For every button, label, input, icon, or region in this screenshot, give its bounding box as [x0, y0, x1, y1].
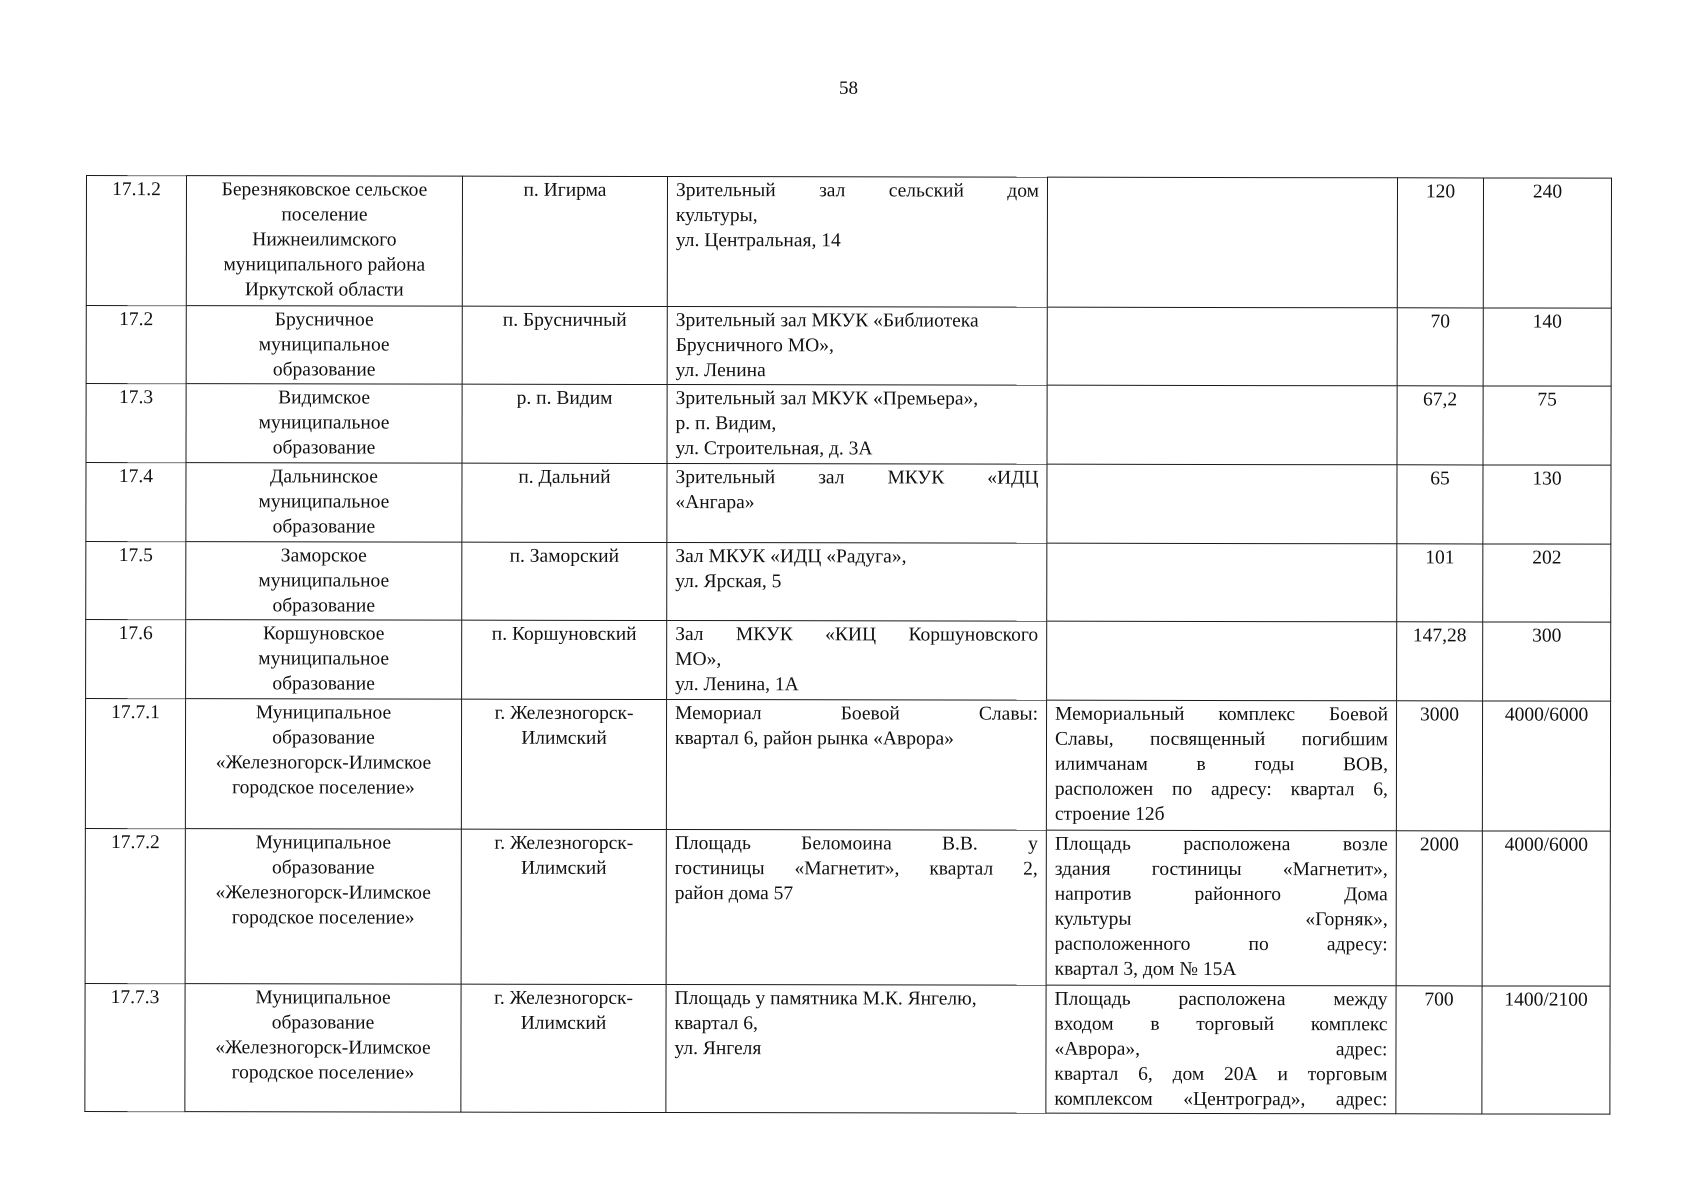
description-cell	[1046, 700, 1396, 831]
municipality-line: городское поселение»	[231, 907, 415, 929]
area-cell: 65	[1397, 465, 1483, 544]
venue-line: ул. Строительная, д. 3А	[675, 438, 873, 460]
capacity-cell: 300	[1483, 622, 1611, 701]
municipality-line: Иркутской области	[244, 279, 404, 301]
municipality-line: муниципальное	[258, 570, 390, 592]
municipality-line: муниципальное	[258, 412, 390, 434]
venue-line: культуры,	[675, 205, 758, 227]
capacity-cell: 1400/2100	[1482, 986, 1610, 1114]
venue-cell	[667, 621, 1047, 701]
venue-cell	[666, 985, 1046, 1114]
locality-line: р. п. Видим	[516, 387, 613, 409]
venue-line: ул. Ленина	[675, 360, 766, 382]
municipality-line: Коршуновское	[262, 623, 385, 645]
venue-line: Зрительный зал МКУК «Премьера»,	[675, 388, 979, 410]
municipality-line: Муниципальное	[255, 832, 392, 854]
table-row	[86, 463, 1611, 545]
description-line: входом в торговый комплекс	[1054, 1013, 1388, 1036]
locality-line: п. Заморский	[509, 545, 620, 567]
municipality-line: «Железногорск-Илимское	[215, 752, 432, 774]
description-line: илимчанам в годы ВОВ,	[1054, 753, 1388, 776]
capacity-cell: 240	[1483, 178, 1611, 308]
municipality-line: Березняковское сельское	[221, 179, 428, 201]
venue-line: Зал МКУК «КИЦ Коршуновского	[675, 624, 1039, 646]
municipality-line: образование	[272, 673, 375, 695]
document-sheet	[84, 175, 1611, 1115]
area-cell: 3000	[1396, 701, 1482, 831]
municipality-cell	[185, 829, 461, 984]
capacity-cell: 4000/6000	[1482, 701, 1610, 831]
venue-line: ул. Ярская, 5	[675, 571, 782, 593]
venue-line: район дома 57	[674, 883, 794, 905]
description-cell	[1046, 985, 1396, 1114]
row-number-cell: 17.2	[86, 306, 186, 384]
description-line: квартал 6, дом 20А и торговым	[1054, 1063, 1388, 1086]
municipality-line: Муниципальное	[255, 987, 391, 1009]
venue-line: МО»,	[675, 649, 722, 671]
locality-cell	[462, 306, 667, 384]
venue-cell	[667, 464, 1047, 544]
municipality-line: муниципального района	[223, 254, 426, 276]
locality-line: г. Железногорск-	[494, 702, 634, 724]
municipality-line: муниципальное	[258, 648, 390, 670]
municipality-cell	[186, 176, 462, 306]
area-cell: 2000	[1396, 831, 1482, 986]
area-cell: 70	[1397, 308, 1483, 386]
municipality-cell	[185, 984, 461, 1112]
area-cell: 147,28	[1397, 622, 1483, 701]
description-cell	[1047, 385, 1397, 465]
row-number-cell: 17.5	[86, 542, 186, 620]
locality-cell	[461, 699, 666, 829]
table-row	[86, 542, 1611, 623]
row-number-cell: 17.6	[86, 620, 186, 699]
capacity-cell: 130	[1483, 465, 1611, 544]
venue-cell	[666, 700, 1046, 831]
locality-cell	[461, 829, 666, 984]
locality-line: г. Железногорск-	[494, 987, 634, 1009]
municipality-cell	[186, 463, 462, 542]
municipality-line: Муниципальное	[255, 702, 392, 724]
description-line: Мемориальный комплекс Боевой	[1055, 703, 1389, 726]
description-line: Площадь расположена между	[1054, 988, 1388, 1011]
municipality-line: городское поселение»	[232, 777, 415, 799]
venue-line: квартал 6, район рынка «Аврора»	[674, 728, 954, 750]
capacity-cell: 202	[1483, 544, 1611, 622]
municipality-line: муниципальное	[258, 334, 390, 356]
locality-cell	[461, 984, 666, 1112]
venue-cell	[666, 830, 1046, 986]
locality-line: п. Брусничный	[502, 309, 627, 331]
municipality-line: «Железногорск-Илимское	[215, 882, 431, 904]
row-number-cell: 17.1.2	[86, 176, 186, 306]
locality-line: п. Дальний	[518, 466, 611, 488]
locality-line: Илимский	[520, 857, 607, 879]
description-cell	[1047, 543, 1397, 622]
table-row	[85, 828, 1610, 986]
description-cell	[1047, 464, 1397, 544]
row-number-cell: 17.7.2	[85, 828, 185, 983]
venue-line: ул. Ленина, 1А	[675, 674, 799, 696]
table-row	[86, 620, 1611, 702]
capacity-cell: 140	[1483, 308, 1611, 386]
area-cell: 700	[1396, 986, 1482, 1114]
municipality-line: Заморское	[280, 545, 367, 567]
description-line: Славы, посвященный погибшим	[1054, 728, 1389, 751]
venue-cell	[667, 177, 1047, 308]
description-line: здания гостиницы «Магнетит»,	[1054, 858, 1388, 881]
municipality-cell	[186, 542, 462, 620]
locality-cell	[462, 463, 667, 542]
description-cell	[1047, 307, 1397, 386]
venue-line: Зрительный зал МКУК «ИДЦ	[675, 467, 1039, 489]
venue-line: «Ангара»	[675, 492, 755, 514]
description-line: культуры «Горняк»,	[1054, 908, 1388, 931]
municipality-cell	[186, 620, 462, 699]
locality-cell	[462, 384, 667, 463]
municipality-line: Нижнеилимского	[252, 229, 397, 251]
table-row	[86, 176, 1611, 309]
locality-cell	[462, 620, 667, 699]
venue-line: гостиницы «Магнетит», квартал 2,	[674, 858, 1038, 880]
locality-line: Илимский	[521, 727, 607, 749]
description-line: расположенного по адресу:	[1054, 933, 1388, 956]
municipality-line: городское поселение»	[231, 1062, 415, 1084]
row-number-cell: 17.3	[86, 384, 186, 463]
locality-cell	[462, 176, 667, 306]
venue-cell	[667, 385, 1047, 465]
municipality-line: муниципальное	[258, 491, 390, 513]
venue-line: Площадь Беломоина В.В. у	[674, 833, 1038, 855]
venue-line: Площадь у памятника М.К. Янгелю,	[674, 988, 977, 1010]
table-row	[86, 384, 1611, 466]
area-cell: 101	[1397, 544, 1483, 622]
area-cell: 120	[1397, 178, 1483, 308]
description-cell	[1046, 830, 1396, 986]
row-number-cell: 17.7.1	[85, 699, 185, 829]
description-line: расположен по адресу: квартал 6,	[1054, 778, 1388, 801]
description-line: «Аврора», адрес:	[1054, 1038, 1388, 1061]
row-number-cell: 17.4	[86, 463, 186, 542]
municipality-line: образование	[271, 1012, 375, 1034]
municipality-cell	[186, 306, 462, 384]
description-line: напротив районного Дома	[1054, 883, 1388, 906]
venue-line: квартал 6,	[674, 1013, 758, 1035]
venue-line: Зрительный зал МКУК «Библиотека	[675, 310, 979, 332]
capacity-cell: 75	[1483, 386, 1611, 465]
venue-line: Зал МКУК «ИДЦ «Радуга»,	[675, 546, 907, 568]
locality-line: Илимский	[520, 1012, 607, 1034]
municipality-line: образование	[272, 727, 375, 749]
locality-line: г. Железногорск-	[494, 832, 634, 854]
municipality-line: образование	[272, 595, 376, 617]
venue-line: ул. Янгеля	[674, 1038, 762, 1060]
locality-line: п. Коршуновский	[491, 623, 637, 645]
municipality-line: Брусничное	[274, 309, 374, 331]
table-row	[85, 699, 1610, 832]
description-line: квартал 3, дом № 15А	[1054, 958, 1237, 981]
venue-line: ул. Центральная, 14	[675, 230, 841, 252]
description-cell	[1047, 621, 1397, 701]
municipality-line: поселение	[281, 204, 368, 226]
table-row	[85, 983, 1610, 1114]
venue-line: Зрительный зал сельский дом	[675, 180, 1039, 202]
municipality-line: образование	[272, 516, 376, 538]
municipality-cell	[186, 384, 462, 463]
venue-cell	[667, 543, 1047, 622]
description-line: Площадь расположена возле	[1054, 833, 1388, 856]
page-number: 58	[839, 78, 858, 99]
municipality-line: Видимское	[278, 387, 371, 409]
venue-line: Мемориал Боевой Славы:	[675, 703, 1039, 725]
venue-cell	[667, 307, 1047, 386]
area-cell: 67,2	[1397, 386, 1483, 465]
municipality-line: «Железногорск-Илимское	[215, 1037, 431, 1059]
locality-cell	[462, 542, 667, 620]
venues-table	[84, 175, 1612, 1115]
description-line: комплексом «Центроград», адрес:	[1054, 1088, 1388, 1111]
municipality-line: образование	[271, 857, 375, 879]
capacity-cell: 4000/6000	[1482, 831, 1610, 986]
venue-line: Брусничного МО»,	[675, 335, 834, 357]
venue-line: р. п. Видим,	[675, 413, 777, 435]
locality-line: п. Игирма	[523, 179, 607, 201]
municipality-cell	[185, 699, 461, 829]
municipality-line: образование	[272, 437, 376, 459]
description-line: строение 12б	[1054, 803, 1165, 825]
description-cell	[1047, 177, 1397, 308]
venues-table-body	[85, 176, 1612, 1115]
table-row	[86, 306, 1611, 387]
municipality-line: Дальнинское	[270, 466, 378, 488]
row-number-cell: 17.7.3	[85, 983, 185, 1111]
municipality-line: образование	[272, 359, 376, 381]
